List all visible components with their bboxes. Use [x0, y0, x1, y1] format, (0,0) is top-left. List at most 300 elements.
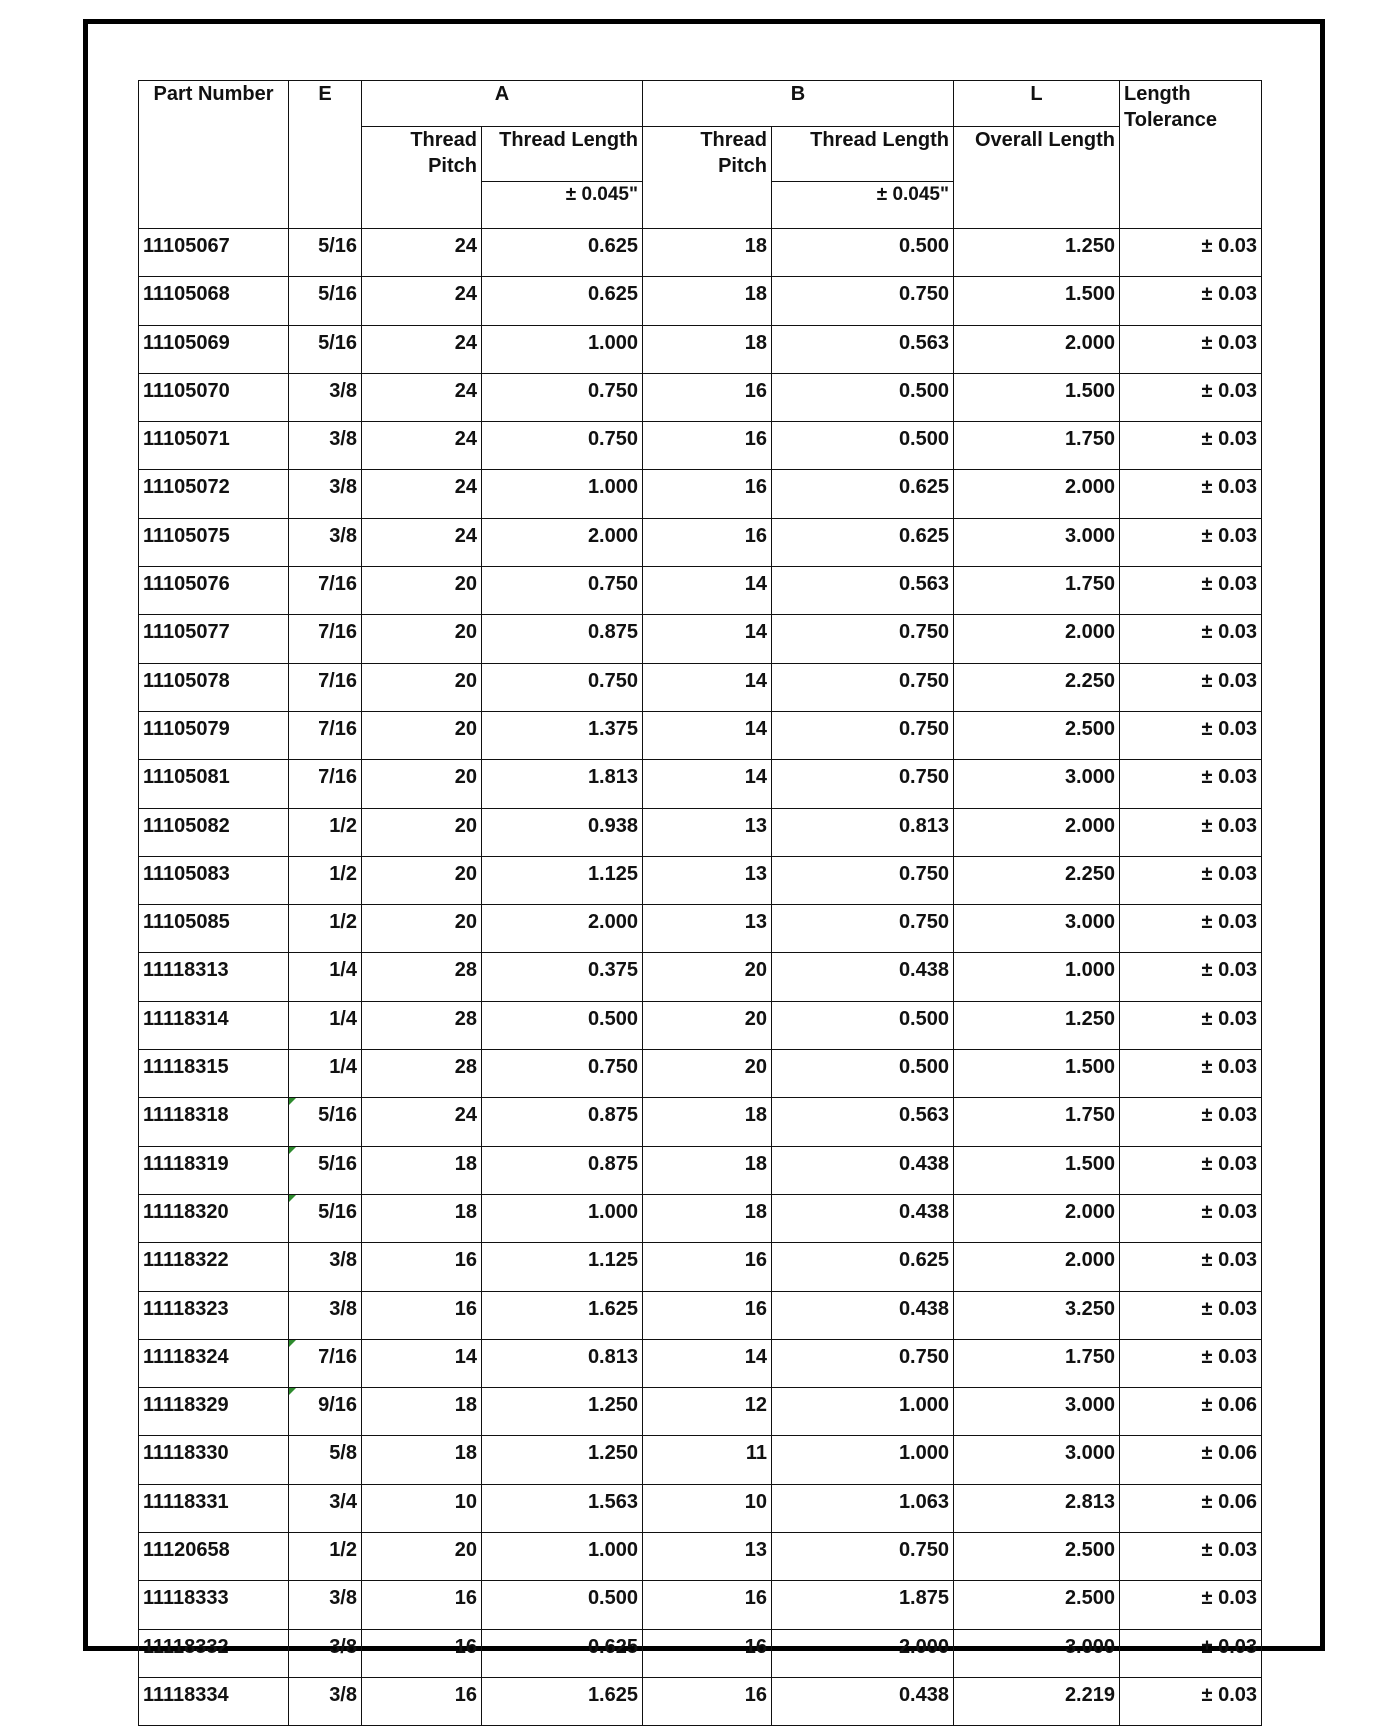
cell-a-thread-pitch: 24	[362, 518, 482, 566]
cell-length-tolerance: ± 0.03	[1120, 1194, 1262, 1242]
table-row	[139, 856, 1262, 904]
cell-b-thread-length: 1.875	[772, 1581, 954, 1629]
cell-a-thread-length: 1.250	[482, 1436, 643, 1484]
header-l: L	[954, 81, 1120, 127]
header-a: A	[362, 81, 643, 127]
cell-e: 3/8	[289, 1629, 362, 1677]
cell-a-thread-pitch: 24	[362, 1098, 482, 1146]
cell-a-thread-length: 0.875	[482, 615, 643, 663]
cell-part-number: 11105070	[139, 373, 289, 421]
cell-part-number: 11118331	[139, 1484, 289, 1532]
table-header	[139, 81, 1262, 229]
cell-b-thread-length: 1.000	[772, 1436, 954, 1484]
cell-part-number: 11120658	[139, 1533, 289, 1581]
cell-a-thread-length: 2.000	[482, 905, 643, 953]
cell-l-overall-length: 1.500	[954, 373, 1120, 421]
cell-b-thread-length: 0.563	[772, 567, 954, 615]
cell-e	[289, 1388, 362, 1436]
cell-a-thread-length: 1.250	[482, 1388, 643, 1436]
cell-e: 7/16	[289, 567, 362, 615]
cell-length-tolerance: ± 0.03	[1120, 856, 1262, 904]
table-row	[139, 1677, 1262, 1725]
cell-part-number: 11105071	[139, 422, 289, 470]
header-b-thread-length-tolerance: ± 0.045"	[772, 182, 954, 229]
cell-length-tolerance: ± 0.03	[1120, 615, 1262, 663]
cell-b-thread-length: 0.563	[772, 1098, 954, 1146]
cell-b-thread-pitch: 16	[643, 1677, 772, 1725]
header-part-number-spacer-2	[139, 182, 289, 229]
table-row	[139, 1001, 1262, 1049]
cell-length-tolerance: ± 0.03	[1120, 229, 1262, 277]
cell-b-thread-length: 0.625	[772, 470, 954, 518]
cell-l-overall-length: 3.000	[954, 1388, 1120, 1436]
cell-a-thread-length: 0.813	[482, 1339, 643, 1387]
cell-a-thread-length: 1.813	[482, 760, 643, 808]
cell-part-number: 11118318	[139, 1098, 289, 1146]
spec-table	[138, 80, 1262, 1726]
cell-l-overall-length: 1.750	[954, 1098, 1120, 1146]
cell-b-thread-pitch: 18	[643, 1146, 772, 1194]
cell-e-value: 5/16	[318, 1152, 357, 1175]
cell-l-overall-length: 1.500	[954, 277, 1120, 325]
cell-l-overall-length: 2.000	[954, 615, 1120, 663]
cell-part-number: 11118334	[139, 1677, 289, 1725]
table-row	[139, 953, 1262, 1001]
table-row	[139, 1050, 1262, 1098]
cell-part-number: 11105068	[139, 277, 289, 325]
table-row	[139, 277, 1262, 325]
cell-a-thread-length: 1.625	[482, 1291, 643, 1339]
cell-l-overall-length: 1.250	[954, 1001, 1120, 1049]
cell-e: 3/8	[289, 1243, 362, 1291]
cell-l-overall-length: 1.500	[954, 1050, 1120, 1098]
cell-e: 1/2	[289, 856, 362, 904]
cell-b-thread-length: 0.750	[772, 760, 954, 808]
cell-a-thread-length: 0.750	[482, 663, 643, 711]
table-row	[139, 229, 1262, 277]
cell-b-thread-pitch: 14	[643, 711, 772, 759]
cell-length-tolerance: ± 0.03	[1120, 1146, 1262, 1194]
cell-b-thread-pitch: 16	[643, 470, 772, 518]
cell-e	[289, 1339, 362, 1387]
cell-b-thread-pitch: 20	[643, 953, 772, 1001]
table-row	[139, 1581, 1262, 1629]
cell-length-tolerance: ± 0.03	[1120, 760, 1262, 808]
cell-part-number: 11105076	[139, 567, 289, 615]
table-row	[139, 1243, 1262, 1291]
cell-length-tolerance: ± 0.03	[1120, 1629, 1262, 1677]
cell-e-value: 5/16	[318, 1200, 357, 1223]
cell-e: 3/8	[289, 1291, 362, 1339]
cell-part-number: 11105079	[139, 711, 289, 759]
cell-a-thread-pitch: 18	[362, 1388, 482, 1436]
cell-b-thread-pitch: 16	[643, 373, 772, 421]
cell-e: 3/8	[289, 1677, 362, 1725]
cell-b-thread-pitch: 14	[643, 1339, 772, 1387]
cell-a-thread-length: 1.000	[482, 1533, 643, 1581]
cell-length-tolerance: ± 0.06	[1120, 1436, 1262, 1484]
cell-e: 5/16	[289, 229, 362, 277]
table-row	[139, 615, 1262, 663]
cell-a-thread-pitch: 16	[362, 1291, 482, 1339]
cell-part-number: 11118333	[139, 1581, 289, 1629]
cell-e: 1/2	[289, 905, 362, 953]
cell-a-thread-length: 0.750	[482, 373, 643, 421]
cell-b-thread-pitch: 16	[643, 1291, 772, 1339]
cell-e: 1/4	[289, 1001, 362, 1049]
cell-l-overall-length: 2.813	[954, 1484, 1120, 1532]
cell-b-thread-length: 0.750	[772, 1339, 954, 1387]
cell-part-number: 11105085	[139, 905, 289, 953]
cell-b-thread-length: 1.000	[772, 1388, 954, 1436]
cell-e: 7/16	[289, 663, 362, 711]
cell-a-thread-pitch: 14	[362, 1339, 482, 1387]
cell-a-thread-length: 0.375	[482, 953, 643, 1001]
table-row	[139, 663, 1262, 711]
cell-b-thread-pitch: 16	[643, 1629, 772, 1677]
error-indicator-icon	[289, 1195, 296, 1202]
cell-l-overall-length: 2.000	[954, 325, 1120, 373]
cell-a-thread-length: 0.750	[482, 1050, 643, 1098]
cell-a-thread-pitch: 20	[362, 808, 482, 856]
cell-a-thread-length: 1.125	[482, 856, 643, 904]
cell-e: 5/8	[289, 1436, 362, 1484]
cell-length-tolerance: ± 0.03	[1120, 1098, 1262, 1146]
cell-b-thread-length: 0.750	[772, 905, 954, 953]
cell-a-thread-length: 1.375	[482, 711, 643, 759]
cell-e: 7/16	[289, 711, 362, 759]
cell-b-thread-length: 0.500	[772, 229, 954, 277]
table-row	[139, 760, 1262, 808]
table-row	[139, 325, 1262, 373]
table-row	[139, 1194, 1262, 1242]
cell-a-thread-length: 0.625	[482, 229, 643, 277]
cell-part-number: 11105082	[139, 808, 289, 856]
cell-l-overall-length: 2.000	[954, 1243, 1120, 1291]
cell-e: 3/8	[289, 470, 362, 518]
cell-length-tolerance: ± 0.03	[1120, 1291, 1262, 1339]
cell-b-thread-pitch: 20	[643, 1001, 772, 1049]
cell-length-tolerance: ± 0.03	[1120, 277, 1262, 325]
cell-a-thread-length: 0.875	[482, 1146, 643, 1194]
table-row	[139, 1291, 1262, 1339]
table-row	[139, 1436, 1262, 1484]
cell-l-overall-length: 2.500	[954, 1581, 1120, 1629]
cell-part-number: 11118324	[139, 1339, 289, 1387]
cell-l-overall-length: 3.000	[954, 518, 1120, 566]
cell-part-number: 11105083	[139, 856, 289, 904]
cell-length-tolerance: ± 0.03	[1120, 325, 1262, 373]
cell-a-thread-length: 2.000	[482, 518, 643, 566]
header-part-number: Part Number	[139, 81, 289, 127]
cell-part-number: 11105075	[139, 518, 289, 566]
cell-part-number: 11118313	[139, 953, 289, 1001]
cell-b-thread-pitch: 18	[643, 229, 772, 277]
cell-a-thread-length: 0.750	[482, 422, 643, 470]
cell-length-tolerance: ± 0.03	[1120, 567, 1262, 615]
cell-l-overall-length: 1.500	[954, 1146, 1120, 1194]
cell-e: 1/4	[289, 1050, 362, 1098]
cell-a-thread-pitch: 18	[362, 1436, 482, 1484]
cell-b-thread-length: 0.438	[772, 1677, 954, 1725]
cell-e	[289, 1146, 362, 1194]
cell-l-overall-length: 2.500	[954, 1533, 1120, 1581]
cell-part-number: 11118323	[139, 1291, 289, 1339]
table-row	[139, 808, 1262, 856]
cell-a-thread-pitch: 20	[362, 615, 482, 663]
table-row	[139, 1484, 1262, 1532]
header-part-number-spacer	[139, 127, 289, 182]
cell-b-thread-length: 0.500	[772, 1001, 954, 1049]
cell-a-thread-length: 0.500	[482, 1001, 643, 1049]
cell-length-tolerance: ± 0.03	[1120, 1677, 1262, 1725]
cell-b-thread-pitch: 20	[643, 1050, 772, 1098]
cell-b-thread-length: 0.750	[772, 711, 954, 759]
cell-l-overall-length: 3.000	[954, 1436, 1120, 1484]
cell-part-number: 11118320	[139, 1194, 289, 1242]
table-row	[139, 905, 1262, 953]
cell-b-thread-length: 0.438	[772, 953, 954, 1001]
cell-a-thread-pitch: 16	[362, 1581, 482, 1629]
cell-l-overall-length: 3.000	[954, 1629, 1120, 1677]
error-indicator-icon	[289, 1388, 296, 1395]
header-l-overall-length: Overall Length	[954, 127, 1120, 182]
cell-e: 3/8	[289, 518, 362, 566]
cell-b-thread-length: 0.750	[772, 615, 954, 663]
cell-b-thread-length: 0.500	[772, 1050, 954, 1098]
header-a-pitch-spacer	[362, 182, 482, 229]
cell-a-thread-length: 1.625	[482, 1677, 643, 1725]
cell-l-overall-length: 2.500	[954, 711, 1120, 759]
cell-a-thread-pitch: 16	[362, 1677, 482, 1725]
cell-length-tolerance: ± 0.03	[1120, 808, 1262, 856]
cell-l-overall-length: 2.000	[954, 808, 1120, 856]
header-b: B	[643, 81, 954, 127]
cell-a-thread-length: 0.750	[482, 567, 643, 615]
cell-l-overall-length: 2.219	[954, 1677, 1120, 1725]
cell-length-tolerance: ± 0.03	[1120, 1001, 1262, 1049]
header-a-thread-pitch: Thread Pitch	[362, 127, 482, 182]
cell-length-tolerance: ± 0.03	[1120, 663, 1262, 711]
cell-a-thread-length: 0.500	[482, 1581, 643, 1629]
cell-b-thread-length: 0.438	[772, 1146, 954, 1194]
cell-length-tolerance: ± 0.03	[1120, 518, 1262, 566]
cell-a-thread-pitch: 20	[362, 905, 482, 953]
cell-l-overall-length: 2.000	[954, 470, 1120, 518]
cell-e: 5/16	[289, 325, 362, 373]
cell-b-thread-pitch: 14	[643, 760, 772, 808]
cell-e: 7/16	[289, 615, 362, 663]
cell-b-thread-length: 0.438	[772, 1291, 954, 1339]
cell-a-thread-pitch: 20	[362, 856, 482, 904]
cell-l-overall-length: 1.750	[954, 1339, 1120, 1387]
cell-e: 7/16	[289, 760, 362, 808]
cell-length-tolerance: ± 0.03	[1120, 422, 1262, 470]
cell-b-thread-length: 0.750	[772, 277, 954, 325]
cell-b-thread-pitch: 18	[643, 277, 772, 325]
cell-part-number: 11105077	[139, 615, 289, 663]
cell-length-tolerance: ± 0.03	[1120, 1243, 1262, 1291]
cell-a-thread-pitch: 24	[362, 422, 482, 470]
header-e-spacer-2	[289, 182, 362, 229]
cell-a-thread-pitch: 24	[362, 373, 482, 421]
table-row	[139, 422, 1262, 470]
table-row	[139, 1629, 1262, 1677]
error-indicator-icon	[289, 1340, 296, 1347]
cell-length-tolerance: ± 0.06	[1120, 1388, 1262, 1436]
cell-b-thread-pitch: 13	[643, 1533, 772, 1581]
table-row	[139, 1098, 1262, 1146]
cell-e	[289, 1098, 362, 1146]
cell-part-number: 11118314	[139, 1001, 289, 1049]
cell-a-thread-pitch: 28	[362, 1050, 482, 1098]
cell-b-thread-length: 2.000	[772, 1629, 954, 1677]
cell-part-number: 11118329	[139, 1388, 289, 1436]
cell-length-tolerance: ± 0.03	[1120, 1339, 1262, 1387]
cell-a-thread-pitch: 24	[362, 229, 482, 277]
cell-b-thread-pitch: 13	[643, 905, 772, 953]
cell-a-thread-pitch: 16	[362, 1629, 482, 1677]
table-row	[139, 1146, 1262, 1194]
header-e: E	[289, 81, 362, 127]
cell-b-thread-pitch: 14	[643, 663, 772, 711]
cell-l-overall-length: 1.750	[954, 567, 1120, 615]
header-e-spacer	[289, 127, 362, 182]
cell-e: 3/8	[289, 422, 362, 470]
cell-b-thread-length: 0.750	[772, 856, 954, 904]
cell-part-number: 11105067	[139, 229, 289, 277]
cell-e	[289, 1194, 362, 1242]
cell-length-tolerance: ± 0.03	[1120, 711, 1262, 759]
cell-a-thread-pitch: 20	[362, 711, 482, 759]
cell-part-number: 11118322	[139, 1243, 289, 1291]
cell-b-thread-pitch: 11	[643, 1436, 772, 1484]
cell-part-number: 11118332	[139, 1629, 289, 1677]
cell-b-thread-length: 0.438	[772, 1194, 954, 1242]
cell-b-thread-pitch: 16	[643, 518, 772, 566]
cell-a-thread-pitch: 20	[362, 567, 482, 615]
cell-e: 1/2	[289, 808, 362, 856]
cell-a-thread-length: 1.125	[482, 1243, 643, 1291]
cell-a-thread-length: 0.625	[482, 277, 643, 325]
table-row	[139, 373, 1262, 421]
cell-b-thread-pitch: 14	[643, 615, 772, 663]
cell-b-thread-length: 0.750	[772, 663, 954, 711]
cell-b-thread-length: 1.063	[772, 1484, 954, 1532]
cell-part-number: 11105072	[139, 470, 289, 518]
cell-a-thread-pitch: 28	[362, 1001, 482, 1049]
cell-part-number: 11105081	[139, 760, 289, 808]
header-b-thread-length: Thread Length	[772, 127, 954, 182]
table-body	[139, 229, 1262, 1726]
cell-part-number: 11118319	[139, 1146, 289, 1194]
table-row	[139, 711, 1262, 759]
cell-b-thread-length: 0.500	[772, 373, 954, 421]
cell-e: 3/8	[289, 373, 362, 421]
cell-b-thread-pitch: 14	[643, 567, 772, 615]
cell-b-thread-pitch: 18	[643, 325, 772, 373]
cell-part-number: 11118330	[139, 1436, 289, 1484]
cell-a-thread-pitch: 20	[362, 760, 482, 808]
cell-a-thread-pitch: 16	[362, 1243, 482, 1291]
cell-part-number: 11118315	[139, 1050, 289, 1098]
cell-a-thread-pitch: 20	[362, 1533, 482, 1581]
error-indicator-icon	[289, 1098, 296, 1105]
cell-e-value: 5/16	[318, 1104, 357, 1127]
header-a-thread-length-tolerance: ± 0.045"	[482, 182, 643, 229]
cell-b-thread-pitch: 12	[643, 1388, 772, 1436]
cell-b-thread-length: 0.750	[772, 1533, 954, 1581]
cell-a-thread-length: 1.000	[482, 325, 643, 373]
cell-a-thread-pitch: 18	[362, 1146, 482, 1194]
cell-b-thread-pitch: 18	[643, 1098, 772, 1146]
cell-length-tolerance: ± 0.03	[1120, 905, 1262, 953]
cell-b-thread-pitch: 16	[643, 1581, 772, 1629]
table-row	[139, 1533, 1262, 1581]
cell-b-thread-length: 0.625	[772, 518, 954, 566]
cell-l-overall-length: 3.250	[954, 1291, 1120, 1339]
header-b-thread-pitch: Thread Pitch	[643, 127, 772, 182]
table-row	[139, 1339, 1262, 1387]
cell-l-overall-length: 2.250	[954, 856, 1120, 904]
cell-l-overall-length: 1.750	[954, 422, 1120, 470]
cell-length-tolerance: ± 0.03	[1120, 1050, 1262, 1098]
cell-e: 1/2	[289, 1533, 362, 1581]
cell-b-thread-pitch: 10	[643, 1484, 772, 1532]
cell-b-thread-length: 0.813	[772, 808, 954, 856]
error-indicator-icon	[289, 1147, 296, 1154]
cell-l-overall-length: 3.000	[954, 760, 1120, 808]
cell-a-thread-length: 0.938	[482, 808, 643, 856]
cell-a-thread-pitch: 28	[362, 953, 482, 1001]
cell-a-thread-pitch: 20	[362, 663, 482, 711]
cell-length-tolerance: ± 0.03	[1120, 1533, 1262, 1581]
cell-part-number: 11105078	[139, 663, 289, 711]
cell-a-thread-pitch: 10	[362, 1484, 482, 1532]
cell-b-thread-length: 0.563	[772, 325, 954, 373]
cell-l-overall-length: 2.250	[954, 663, 1120, 711]
cell-part-number: 11105069	[139, 325, 289, 373]
cell-l-overall-length: 1.250	[954, 229, 1120, 277]
table-row	[139, 470, 1262, 518]
cell-a-thread-pitch: 24	[362, 277, 482, 325]
cell-a-thread-length: 1.000	[482, 470, 643, 518]
cell-a-thread-pitch: 24	[362, 325, 482, 373]
cell-length-tolerance: ± 0.03	[1120, 470, 1262, 518]
table-row	[139, 518, 1262, 566]
cell-a-thread-length: 1.000	[482, 1194, 643, 1242]
cell-a-thread-pitch: 24	[362, 470, 482, 518]
cell-a-thread-length: 0.875	[482, 1098, 643, 1146]
cell-l-overall-length: 2.000	[954, 1194, 1120, 1242]
cell-b-thread-pitch: 13	[643, 856, 772, 904]
cell-e-value: 7/16	[318, 1345, 357, 1368]
cell-e-value: 9/16	[318, 1394, 357, 1417]
cell-b-thread-length: 0.625	[772, 1243, 954, 1291]
cell-length-tolerance: ± 0.03	[1120, 373, 1262, 421]
cell-length-tolerance: ± 0.03	[1120, 1581, 1262, 1629]
cell-e: 1/4	[289, 953, 362, 1001]
cell-l-overall-length: 3.000	[954, 905, 1120, 953]
cell-a-thread-pitch: 18	[362, 1194, 482, 1242]
header-length-tolerance: Length Tolerance	[1120, 81, 1262, 229]
cell-e: 3/4	[289, 1484, 362, 1532]
cell-a-thread-length: 1.563	[482, 1484, 643, 1532]
header-l-spacer	[954, 182, 1120, 229]
cell-a-thread-length: 0.625	[482, 1629, 643, 1677]
table-row	[139, 1388, 1262, 1436]
cell-b-thread-pitch: 16	[643, 1243, 772, 1291]
